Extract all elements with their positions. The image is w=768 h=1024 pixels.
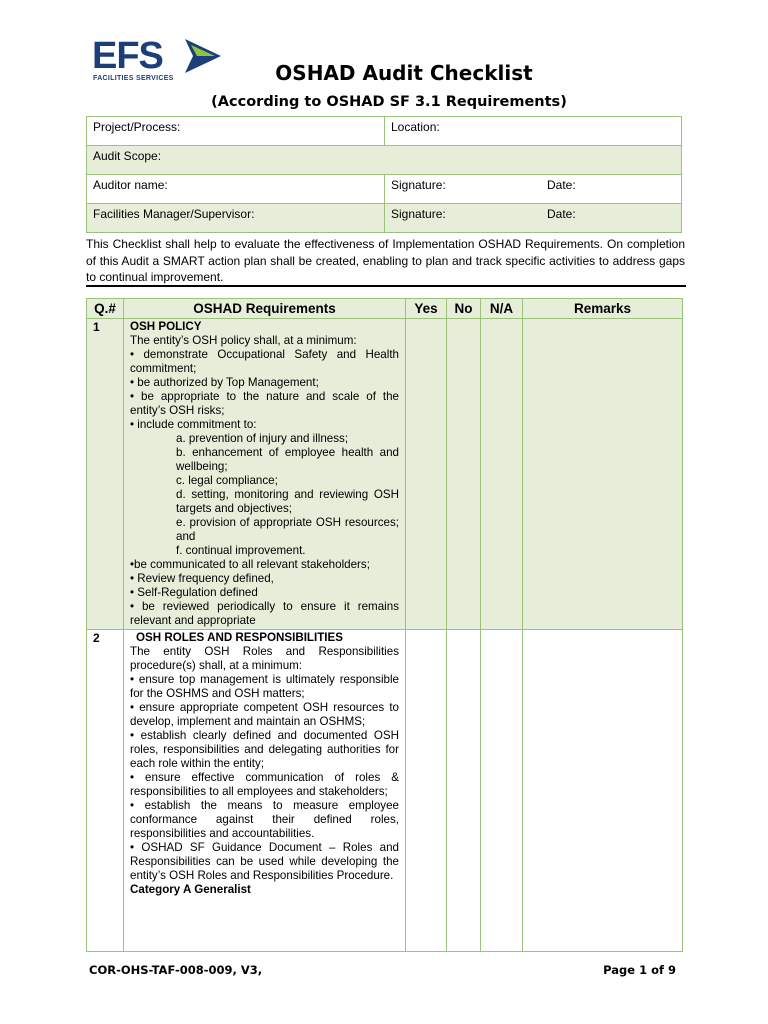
remarks-cell[interactable]: [523, 319, 683, 630]
header-yes: Yes: [406, 299, 447, 319]
header-no: No: [447, 299, 481, 319]
location-label: Location:: [391, 120, 440, 134]
requirement-line: • ensure appropriate competent OSH resources to develop, implement and maintain an OSHMS;: [130, 701, 399, 728]
date-label: Date:: [547, 178, 576, 192]
auditor-signature-cell: [385, 175, 682, 204]
na-cell[interactable]: [481, 630, 523, 952]
logo-subtext: FACILITIES SERVICES: [93, 75, 174, 82]
manager-cell: [87, 204, 385, 233]
divider: [86, 285, 686, 287]
requirement-line: • demonstrate Occupational Safety and Health commitment;: [130, 348, 399, 375]
requirement-line: • be authorized by Top Management;: [130, 376, 319, 389]
header-q: Q.#: [87, 299, 124, 319]
requirement-line: e. provision of appropriate OSH resources; and: [176, 516, 399, 543]
requirement-line: a. prevention of injury and illness;: [176, 432, 349, 445]
requirement-line: • be appropriate to the nature and scale of the entity’s OSH risks;: [130, 390, 399, 417]
requirement-line: b. enhancement of employee health and wellbeing;: [176, 446, 399, 473]
audit-scope-label: Audit Scope:: [93, 149, 162, 163]
audit-scope-cell: [87, 146, 682, 175]
remarks-cell[interactable]: [523, 630, 683, 952]
row-number: 1: [87, 319, 124, 630]
requirement-line: c. legal compliance;: [176, 474, 278, 487]
checklist-header-row: [87, 299, 683, 319]
requirement-line: d. setting, monitoring and reviewing OSH targets and objectives;: [176, 488, 399, 515]
header-remarks: Remarks: [523, 299, 683, 319]
requirement-line: • include commitment to:: [130, 418, 257, 431]
logo-text: EFS: [92, 35, 163, 77]
table-row: [87, 630, 683, 952]
requirement-cell: [124, 319, 406, 630]
requirement-line: f. continual improvement.: [176, 544, 306, 557]
no-cell[interactable]: [447, 319, 481, 630]
requirement-heading: OSH POLICY: [130, 320, 202, 333]
yes-cell[interactable]: [406, 319, 447, 630]
project-label: Project/Process:: [93, 120, 181, 134]
page-number: Page 1 of 9: [603, 963, 676, 977]
requirement-line: • Review frequency defined,: [130, 572, 274, 585]
header-na: N/A: [481, 299, 523, 319]
date-label-2: Date:: [547, 207, 576, 221]
row-number: 2: [87, 630, 124, 952]
document-code: COR-OHS-TAF-008-009, V3,: [89, 963, 263, 977]
signature-label: Signature:: [391, 178, 446, 192]
page-subtitle: (According to OSHAD SF 3.1 Requirements): [211, 94, 567, 110]
requirement-line: • establish the means to measure employee conformance against their defined roles, responsibilities and accountabilities.: [130, 799, 399, 840]
audit-info-table: [86, 116, 682, 233]
auditor-cell: [87, 175, 385, 204]
manager-signature-cell: [385, 204, 682, 233]
requirement-line: • ensure effective communication of roles & responsibilities to all employees and stakeholders;: [130, 771, 399, 798]
auditor-label: Auditor name:: [93, 178, 168, 192]
checklist-table: [86, 298, 683, 952]
header-requirements: OSHAD Requirements: [124, 299, 406, 319]
intro-paragraph: This Checklist shall help to evaluate the effectiveness of Implementation OSHAD Requirements. On completion of this Audit a SMART action plan shall be created, enabling to plan and track specific activities to address gaps to continual improvement.: [86, 237, 685, 284]
requirement-line: The entity OSH Roles and Responsibilities procedure(s) shall, at a minimum:: [130, 645, 399, 672]
project-cell: [87, 117, 385, 146]
na-cell[interactable]: [481, 319, 523, 630]
no-cell[interactable]: [447, 630, 481, 952]
requirement-heading: OSH ROLES AND RESPONSIBILITIES: [136, 631, 343, 644]
requirement-category: Category A Generalist: [130, 883, 251, 896]
requirement-line: • Self-Regulation defined: [130, 586, 258, 599]
requirement-line: • ensure top management is ultimately responsible for the OSHMS and OSH matters;: [130, 673, 399, 700]
page-title: OSHAD Audit Checklist: [275, 61, 533, 85]
requirement-line: •be communicated to all relevant stakeholders;: [130, 558, 370, 571]
location-cell: [385, 117, 682, 146]
signature-label-2: Signature:: [391, 207, 446, 221]
requirement-line: • be reviewed periodically to ensure it remains relevant and appropriate: [130, 600, 399, 627]
requirement-line: • establish clearly defined and documented OSH roles, responsibilities and delegating authorities for each role within the entity;: [130, 729, 399, 770]
table-row: [87, 319, 683, 630]
yes-cell[interactable]: [406, 630, 447, 952]
requirement-line: The entity’s OSH policy shall, at a minimum:: [130, 334, 357, 347]
requirement-cell: [124, 630, 406, 952]
manager-label: Facilities Manager/Supervisor:: [93, 207, 255, 221]
requirement-line: • OSHAD SF Guidance Document – Roles and Responsibilities can be used while developing the entity’s OSH Roles and Responsibilities Procedure.: [130, 841, 399, 882]
